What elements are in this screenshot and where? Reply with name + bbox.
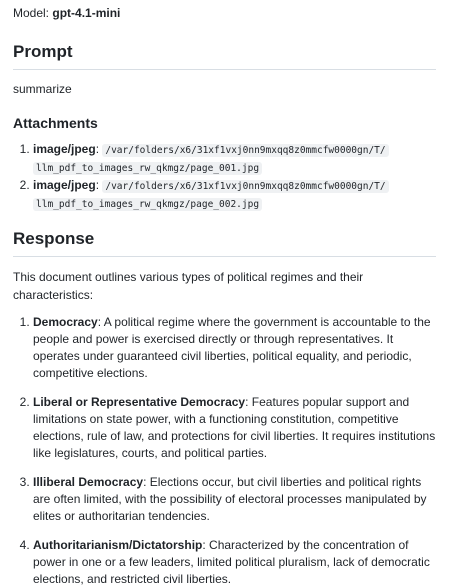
attachment-type: image/jpeg [33, 178, 96, 193]
response-term: Democracy [33, 315, 98, 330]
response-term: Liberal or Representative Democracy [33, 395, 246, 410]
response-intro: This document outlines various types of political regimes and their characteristics: [13, 270, 364, 302]
response-item [33, 537, 436, 588]
response-item [33, 314, 436, 382]
prompt-heading: Prompt [13, 41, 436, 70]
model-value: gpt-4.1-mini [52, 6, 121, 20]
attachments-heading: Attachments [13, 115, 98, 132]
model-line [13, 5, 436, 22]
response-term: Authoritarianism/Dictatorship [33, 538, 203, 553]
attachments-list [13, 141, 436, 213]
attachment-item: 1. image/jpeg: /var/folders/x6/31xf1vxj0nn9mxqq8z0mmcfw0000gn/T/ llm_pdf_to_images_rw_qkmgz/page_001.jpg [33, 141, 436, 177]
response-item [33, 394, 436, 462]
attachment-type: image/jpeg [33, 142, 96, 157]
attachment-path-continued: llm_pdf_to_images_rw_qkmgz/page_001.jpg [33, 162, 262, 175]
attachment-path-continued: llm_pdf_to_images_rw_qkmgz/page_002.jpg [33, 198, 262, 211]
response-desc: : A political regime where the government is accountable to the people and power is exercised directly or through representatives. It operates under guaranteed civil liberties, political equality, and periodic, competitive elections. [33, 315, 431, 381]
response-desc: : Features popular support and limitations on state power, with a functioning constitution, competitive elections, rule of law, and protections for civil liberties. It requires institutions like legislatures, courts, and political parties. [33, 395, 436, 461]
attachment-path: /var/folders/x6/31xf1vxj0nn9mxqq8z0mmcfw0000gn/T/ [102, 180, 388, 193]
attachment-item: 2. image/jpeg: /var/folders/x6/31xf1vxj0nn9mxqq8z0mmcfw0000gn/T/ llm_pdf_to_images_rw_qkmgz/page_002.jpg [33, 177, 436, 213]
response-desc: : Elections occur, but civil liberties and political rights are often limited, with the possibility of electoral processes manipulated by elites or authoritarian tendencies. [33, 475, 427, 524]
attachment-path: /var/folders/x6/31xf1vxj0nn9mxqq8z0mmcfw0000gn/T/ [102, 144, 388, 157]
response-desc: : Characterized by the concentration of power in one or a few leaders, limited political pluralism, lack of democratic elections, and restricted civil liberties. [33, 538, 430, 587]
response-heading: Response [13, 228, 436, 257]
response-term: Illiberal Democracy [33, 475, 144, 490]
model-label: Model: [13, 6, 50, 20]
response-item [33, 474, 436, 525]
prompt-text: summarize [13, 82, 72, 96]
document [0, 5, 449, 588]
response-list [13, 314, 436, 588]
